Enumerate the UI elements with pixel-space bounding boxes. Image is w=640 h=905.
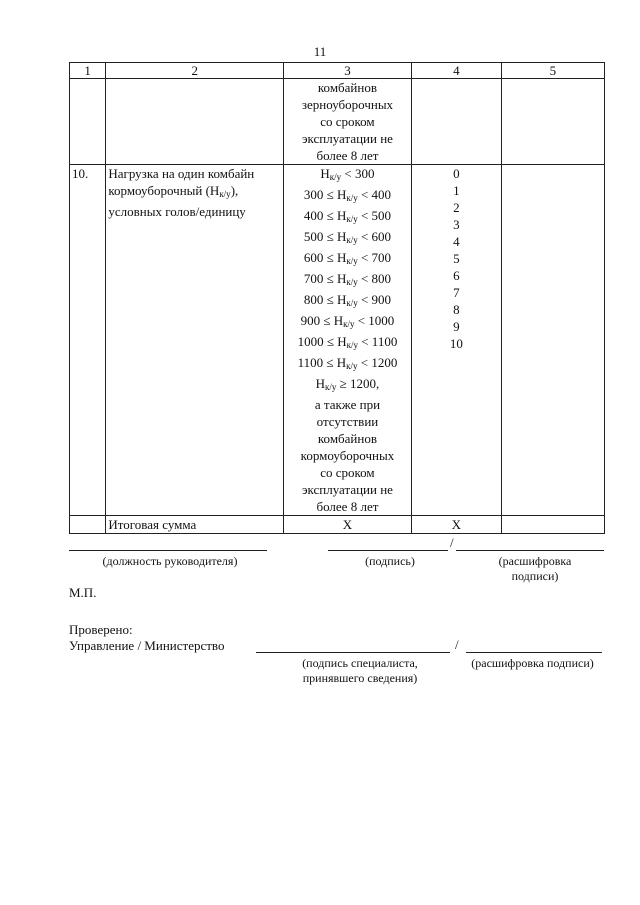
range-line: $1100 \le Н_{к/у} < 1200$ [297,355,398,371]
specialist-signature-line [256,652,450,653]
score-value: 0 [453,166,460,181]
range-line: $600 \le Н_{к/у} < 700$ [303,250,392,266]
verified-slash: / [455,637,459,652]
score-value: 7 [453,285,460,300]
cell-empty [501,165,604,516]
cell-empty [411,79,501,165]
text-line: Нагрузка на один комбайн [108,166,255,181]
table-header-row [70,63,605,79]
signature-line [328,550,448,551]
text-line: а также при [314,397,381,412]
header-col-2: 2 [106,63,284,79]
decoding-line [456,550,604,551]
verified-org: Управление / Министерство [69,638,225,653]
score-value: 10 [449,336,463,351]
text-line: отсутствии [316,414,379,429]
score-value: 1 [453,183,460,198]
row-number: 10. [70,165,106,516]
position-line [69,550,267,551]
score-value: 9 [453,319,460,334]
range-line: $Н_{к/у} \ge 1200$, [315,376,380,392]
row-description [106,165,284,516]
text-line: со сроком [320,114,375,129]
text-line: кормоуборочный $(Н_{к/у})$, [108,183,239,199]
text-line: эксплуатации не [301,482,393,497]
range-line: $1000 \le Н_{к/у} < 1100$ [297,334,398,350]
scores-cell [411,165,501,516]
score-value: 2 [453,200,460,215]
text-line: (подпись специалиста, [302,656,418,670]
text-line: со сроком [320,465,375,480]
cell-empty [501,516,604,534]
specialist-decoding-line [466,652,602,653]
specialist-label [285,656,435,686]
criteria-table [69,62,605,534]
score-value: 6 [453,268,460,283]
range-line: $Н_{к/у} < 300$ [320,166,375,182]
decoding-label [470,554,600,584]
range-line: $700 \le Н_{к/у} < 800$ [303,271,392,287]
cell-empty [106,79,284,165]
signature-slash: / [450,535,454,550]
score-value: 4 [453,234,460,249]
range-line: $800 \le Н_{к/у} < 900$ [303,292,392,308]
total-label: Итоговая сумма [106,516,284,534]
page-number: 11 [313,44,327,59]
total-col4: X [411,516,501,534]
cell-empty [70,79,106,165]
cell-empty [501,79,604,165]
header-col-1: 1 [70,63,106,79]
text-line: (расшифровка [498,554,572,568]
text-line: более 8 лет [316,148,379,163]
header-col-3: 3 [284,63,412,79]
text-line: эксплуатации не [301,131,393,146]
score-value: 8 [453,302,460,317]
range-line: $900 \le Н_{к/у} < 1000$ [300,313,395,329]
range-line: $500 \le Н_{к/у} < 600$ [303,229,392,245]
range-line: $300 \le Н_{к/у} < 400$ [303,187,392,203]
range-line: $400 \le Н_{к/у} < 500$ [303,208,392,224]
text-line: принявшего сведения) [302,671,418,685]
score-value: 3 [453,217,460,232]
text-line: более 8 лет [316,499,379,514]
stamp-label: М.П. [69,585,97,600]
continuation-text [284,79,412,165]
text-line: подписи) [511,569,559,583]
text-line: условных голов/единицу [108,204,246,219]
text-line: зерноуборочных [301,97,394,112]
cell-empty [70,516,106,534]
text-line: комбайнов [317,80,377,95]
table-row-total [70,516,605,534]
text-line: комбайнов [317,431,377,446]
header-col-5: 5 [501,63,604,79]
header-col-4: 4 [411,63,501,79]
signature-label: (подпись) [365,554,415,568]
table-row-10 [70,165,605,516]
text-line: кормоуборочных [300,448,395,463]
verified-title: Проверено: [69,622,133,637]
table-row-continuation [70,79,605,165]
specialist-decoding-label: (расшифровка подписи) [471,656,594,670]
position-label: (должность руководителя) [102,554,238,568]
score-value: 5 [453,251,460,266]
total-col3: X [284,516,412,534]
ranges-cell [284,165,412,516]
